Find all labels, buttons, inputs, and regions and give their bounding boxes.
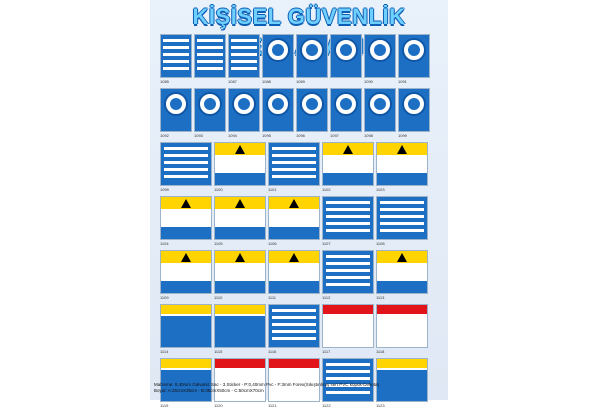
sign-number: 1123 [376,403,385,408]
yel-sign [268,250,320,294]
blue-sign [330,34,362,78]
dikkat-sign [160,358,212,402]
sign-cell [330,88,362,139]
warning-triangle-icon [235,199,245,208]
sign-number: 1104 [160,241,169,246]
sign-number: 1107 [322,241,331,246]
sign-cell [214,304,266,355]
warning-triangle-icon [181,253,191,262]
sign-cell [322,142,374,193]
pictogram-icon [266,92,290,116]
blue-sign [398,34,430,78]
sign-cell [160,250,212,301]
sign-cell [364,34,396,85]
sign-row [160,34,434,85]
sign-cell [296,34,328,85]
sign-grid [160,34,434,412]
sign-cell [398,88,430,139]
dikkat-sign [214,304,266,348]
sign-number: 1105 [214,241,223,246]
sign-number: 1102 [322,187,331,192]
pictogram-icon [402,92,426,116]
footer-size: Boyut: A:25cmX35cm - B:35cmX50cm - C:50cmX70cm [154,388,264,393]
yel-sign [214,196,266,240]
sign-cell [214,250,266,301]
blue-sign [262,34,294,78]
sign-number: 1111 [268,295,277,300]
yel-sign [268,196,320,240]
sign-number: 1098 [364,133,373,138]
sign-number: 1089 [296,79,305,84]
sign-number: 1091 [398,79,407,84]
safety-sign-poster [150,0,448,408]
sign-number: 1120 [214,403,223,408]
sign-cell [262,88,294,139]
sign-cell [214,142,266,193]
text-sign [268,142,320,186]
sign-cell [160,88,192,139]
sign-row [160,304,434,355]
sign-cell [268,196,320,247]
sign-number: 1097 [330,133,339,138]
redhead-sign [268,358,320,402]
sign-number: 1118 [376,349,385,354]
pictogram-icon [368,92,392,116]
sign-number: 1109 [160,295,169,300]
sign-number: 1121 [268,403,277,408]
sign-cell [376,196,428,247]
sign-cell [364,88,396,139]
text-sign [194,34,226,78]
sign-cell [194,34,226,85]
text-sign [268,304,320,348]
sign-number: 1113 [376,295,385,300]
sign-number: 1103 [376,187,385,192]
sign-number: 1093 [194,133,203,138]
pictogram-icon [334,92,358,116]
warning-triangle-icon [397,145,407,154]
sign-cell [268,142,320,193]
text-sign [160,34,192,78]
sign-cell [296,88,328,139]
sign-number: 1095 [262,133,271,138]
sign-cell [398,34,430,85]
sign-cell [160,142,212,193]
warning-triangle-icon [235,253,245,262]
sign-cell [160,196,212,247]
yel-sign [214,250,266,294]
sign-cell [228,34,260,85]
sign-number: 1096 [296,133,305,138]
blue-sign [296,88,328,132]
yel-sign [214,142,266,186]
pictogram-icon [198,92,222,116]
blue-sign [296,34,328,78]
warning-triangle-icon [397,253,407,262]
sign-number: 1092 [160,133,169,138]
sign-cell [376,304,428,355]
yel-sign [160,196,212,240]
blue-sign [262,88,294,132]
sign-number: 1115 [214,349,223,354]
warning-triangle-icon [289,199,299,208]
sign-number: 1085 [160,79,169,84]
pictogram-icon [300,92,324,116]
sign-number: 1099 [398,133,407,138]
dikkat-sign [376,358,428,402]
sign-row [160,88,434,139]
sign-cell [268,304,320,355]
sign-cell [214,196,266,247]
warning-triangle-icon [289,253,299,262]
blue-sign [364,34,396,78]
warning-triangle-icon [343,145,353,154]
sign-row [160,142,434,193]
text-sign [322,358,374,402]
sign-cell [268,250,320,301]
sign-cell [322,304,374,355]
sign-number [330,79,362,85]
redhead-sign [376,304,428,348]
blue-sign [160,88,192,132]
dikkat-sign [160,304,212,348]
sign-number: 1114 [160,349,169,354]
sign-number: 1101 [268,187,277,192]
yel-sign [322,142,374,186]
blue-sign [398,88,430,132]
text-sign [160,142,212,186]
pictogram-icon [402,38,426,62]
blue-sign [364,88,396,132]
text-sign [322,250,374,294]
blue-sign [194,88,226,132]
redhead-sign [322,304,374,348]
text-sign [322,196,374,240]
sign-cell [262,34,294,85]
sign-cell [322,196,374,247]
sign-number: 1106 [268,241,277,246]
warning-triangle-icon [181,199,191,208]
sign-cell [160,34,192,85]
pictogram-icon [232,92,256,116]
pictogram-icon [266,38,290,62]
text-sign [228,34,260,78]
footer-material: Malzeme: 0,40mm Galvaniz Sac - 3.Sticker - P:0,40mm Pvc - F:3mm Forex(Sıkıştırılmış sert PVC köpük-Dekota) [154,382,380,387]
sign-number: 1116 [268,349,277,354]
yel-sign [376,250,428,294]
sign-row [160,196,434,247]
sign-number: 1099 [160,187,169,192]
sign-cell [194,88,226,139]
text-sign [376,196,428,240]
sign-cell [330,34,362,85]
sign-cell [160,304,212,355]
sign-number: 1094 [228,133,237,138]
sign-number: 1110 [214,295,223,300]
sign-cell [322,250,374,301]
sign-number: 1108 [376,241,385,246]
sign-number: 1087 [228,79,237,84]
sign-cell [376,250,428,301]
sign-number: 1100 [214,187,223,192]
poster-title: KİŞİSEL GÜVENLİK [192,4,406,29]
sign-number: 1122 [322,403,331,408]
sign-number [194,79,226,85]
pictogram-icon [164,92,188,116]
yel-sign [376,142,428,186]
yel-sign [160,250,212,294]
sign-cell [228,88,260,139]
warning-triangle-icon [235,145,245,154]
blue-sign [228,88,260,132]
pictogram-icon [368,38,392,62]
sign-number: 1090 [364,79,373,84]
sign-number: 1088 [262,79,271,84]
sign-number: 1117 [322,349,331,354]
redhead-sign [214,358,266,402]
pictogram-icon [334,38,358,62]
sign-row [160,250,434,301]
sign-number: 1119 [160,403,169,408]
pictogram-icon [300,38,324,62]
blue-sign [330,88,362,132]
sign-number: 1112 [322,295,331,300]
sign-cell [376,142,428,193]
poster-footer [154,382,444,394]
